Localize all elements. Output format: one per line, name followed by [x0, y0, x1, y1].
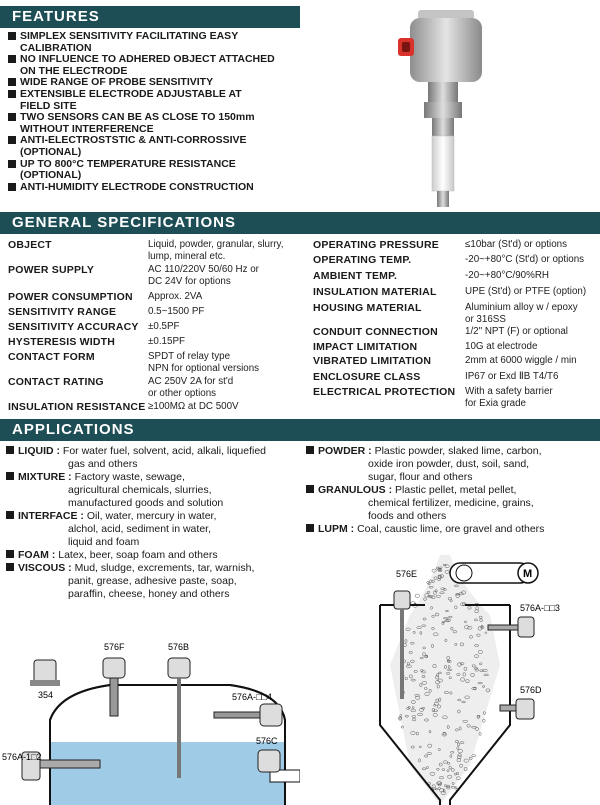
spec-label: SENSITIVITY ACCURACY [8, 321, 139, 333]
application-line [6, 510, 306, 523]
application-line-cont: paraffin, cheese, honey and others [68, 588, 230, 600]
label-576B: 576B [168, 642, 190, 652]
spec-label: VIBRATED LIMITATION [313, 355, 432, 367]
application-line-cont: manufactured goods and solution [68, 497, 224, 509]
spec-value-line: 2mm at 6000 wiggle / min [465, 355, 577, 366]
spec-value-line: DC 24V for options [148, 275, 231, 287]
application-name: GRANULOUS : [318, 484, 393, 496]
application-text: Latex, beer, soap foam and others [58, 549, 218, 561]
spec-value-line: With a safety barrier [465, 386, 553, 397]
label-354: 354 [38, 690, 54, 700]
spec-label: OPERATING PRESSURE [313, 239, 439, 251]
application-item [6, 445, 306, 471]
spec-value-line: Liquid, powder, granular, slurry, [148, 239, 284, 250]
feature-text: EXTENSIBLE ELECTRODE ADJUSTABLE AT [20, 87, 242, 100]
bullet-square-icon [306, 446, 314, 454]
spec-value-line: or other options [148, 387, 217, 399]
spec-value [465, 254, 584, 266]
feature-text: CALIBRATION [20, 41, 92, 54]
spec-value-line: Aluminium alloy w / epoxy [465, 302, 578, 313]
spec-value-line: ±0.5PF [148, 321, 180, 332]
label-576E: 576E [396, 569, 418, 579]
application-line [306, 523, 596, 536]
application-name: INTERFACE : [18, 510, 84, 522]
application-item [306, 484, 596, 523]
applications-header: APPLICATIONS [0, 419, 600, 441]
bullet-square-icon [8, 160, 16, 168]
feature-text: ANTI-ELECTROSTSTIC & ANTI-CORROSSIVE [20, 134, 247, 147]
spec-value [148, 401, 239, 413]
feature-text: WITHOUT INTERFERENCE [20, 122, 154, 135]
spec-value-line: AC 110/220V 50/60 Hz or [148, 264, 259, 275]
spec-label: IMPACT LIMITATION [313, 341, 418, 353]
bullet-square-icon [8, 90, 16, 98]
spec-value-line: NPN for optional versions [148, 362, 260, 374]
spec-value [148, 321, 180, 333]
bullet-square-icon [8, 136, 16, 144]
spec-value [148, 264, 259, 287]
feature-text: (OPTIONAL) [20, 169, 82, 182]
bullet-square-icon [8, 78, 16, 86]
feature-text: (OPTIONAL) [20, 145, 82, 158]
application-item [6, 471, 306, 510]
applications-left [6, 445, 306, 601]
application-text: Plastic powder, slaked lime, carbon, [374, 445, 542, 457]
spec-value [465, 326, 568, 338]
spec-value-line: ≤10bar (St'd) or options [465, 239, 568, 250]
feature-item [8, 112, 308, 124]
spec-value-line: 10G at electrode [465, 341, 538, 352]
application-text: Coal, caustic lime, ore gravel and others [357, 523, 545, 535]
application-line-cont: gas and others [68, 458, 138, 470]
feature-text: ON THE ELECTRODE [20, 64, 128, 77]
spec-value-line: Approx. 2VA [148, 291, 203, 302]
application-line [6, 445, 306, 458]
application-line [306, 445, 596, 458]
spec-label: CONTACT RATING [8, 376, 104, 388]
applications-right [306, 445, 596, 536]
spec-value-line: ≥100MΩ at DC 500V [148, 401, 239, 412]
bullet-square-icon [6, 472, 14, 480]
spec-label: INSULATION RESISTANCE [8, 401, 146, 413]
application-text: For water fuel, solvent, acid, alkali, liquefied [62, 445, 267, 457]
silo-diagram [300, 555, 600, 805]
application-line [6, 549, 306, 562]
spec-label: ENCLOSURE CLASS [313, 371, 421, 383]
spec-value-line: IP67 or Exd ⅡB T4/T6 [465, 371, 559, 382]
spec-value [465, 355, 577, 367]
application-text: Oil, water, mercury in water, [86, 510, 217, 522]
application-line-cont: sugar, flour and others [368, 471, 473, 483]
feature-text: FIELD SITE [20, 99, 77, 112]
application-text: Mud, sludge, excrements, tar, warnish, [74, 562, 255, 574]
spec-value-line: 0.5~1500 PF [148, 306, 205, 317]
product-image [388, 6, 498, 211]
feature-text: NO INFLUENCE TO ADHERED OBJECT ATTACHED [20, 53, 275, 66]
application-name: LIQUID : [18, 445, 60, 457]
application-line-cont: alchol, acid, sediment in water, [68, 523, 211, 535]
spec-value-line: lump, mineral etc. [148, 250, 226, 262]
application-name: FOAM : [18, 549, 56, 561]
label-576A-12: 576A-1□2 [2, 752, 42, 762]
tank-diagram [0, 630, 300, 805]
spec-value [465, 239, 567, 251]
feature-item [8, 89, 308, 101]
spec-value-line: UPE (St'd) or PTFE (option) [465, 286, 587, 297]
label-576C: 576C [256, 736, 278, 746]
application-line [306, 484, 596, 497]
spec-label: CONTACT FORM [8, 351, 95, 363]
tank-liquid [51, 742, 284, 805]
specs-header: GENERAL SPECIFICATIONS [0, 212, 600, 234]
spec-value [465, 286, 586, 298]
feature-item [8, 31, 308, 43]
bullet-square-icon [306, 485, 314, 493]
feature-item-cont [8, 147, 308, 159]
label-576A-3: 576A-□□3 [520, 603, 560, 613]
spec-label: AMBIENT TEMP. [313, 270, 398, 282]
spec-value-line: or 316SS [465, 313, 506, 325]
spec-label: SENSITIVITY RANGE [8, 306, 117, 318]
features-header: FEATURES [0, 6, 300, 28]
label-576F: 576F [104, 642, 125, 652]
spec-label: HYSTERESIS WIDTH [8, 336, 116, 348]
spec-label: POWER SUPPLY [8, 264, 95, 276]
powder-particle [415, 594, 419, 597]
spec-label: OPERATING TEMP. [313, 254, 412, 266]
bullet-square-icon [8, 32, 16, 40]
feature-text: SIMPLEX SENSITIVITY FACILITATING EASY [20, 30, 239, 42]
label-576A-4: 576A-□□4 [232, 692, 272, 702]
application-item [306, 523, 596, 536]
spec-value-line: SPDT of relay type [148, 351, 231, 362]
application-line-cont: liquid and foam [68, 536, 140, 548]
spec-label: OBJECT [8, 239, 52, 251]
application-line-cont: oxide iron powder, dust, soil, sand, [368, 458, 530, 470]
spec-label: INSULATION MATERIAL [313, 286, 437, 298]
application-name: VISCOUS : [18, 562, 72, 574]
spec-value [148, 351, 259, 374]
spec-value [148, 336, 185, 348]
application-line-cont: panit, grease, adhesive paste, soap, [68, 575, 237, 587]
application-name: MIXTURE : [18, 471, 72, 483]
application-item [6, 510, 306, 549]
spec-value [465, 302, 578, 325]
application-name: POWDER : [318, 445, 372, 457]
application-text: Plastic pellet, metal pellet, [395, 484, 517, 496]
label-576D: 576D [520, 685, 542, 695]
spec-value-line: -20~+80°C (St'd) or options [465, 254, 585, 265]
application-line-cont: foods and others [368, 510, 447, 522]
spec-value-line: 1/2" NPT (F) or optional [465, 326, 568, 337]
feature-item [8, 182, 308, 194]
feature-text: TWO SENSORS CAN BE AS CLOSE TO 150mm [20, 111, 255, 124]
spec-label: CONDUIT CONNECTION [313, 326, 438, 338]
spec-value [148, 239, 283, 262]
application-text: Factory waste, sewage, [74, 471, 185, 483]
bullet-square-icon [8, 183, 16, 191]
spec-label: ELECTRICAL PROTECTION [313, 386, 456, 398]
motor-label: M [523, 568, 533, 580]
spec-value-line: -20~+80°C/90%RH [465, 270, 549, 281]
spec-value [148, 291, 202, 303]
application-line [6, 471, 306, 484]
sensor-576D [500, 699, 534, 719]
bullet-square-icon [6, 563, 14, 571]
bullet-square-icon [8, 113, 16, 121]
feature-text: ANTI-HUMIDITY ELECTRODE CONSTRUCTION [20, 180, 254, 193]
application-line-cont: chemical fertilizer, medicine, grains, [368, 497, 534, 509]
bullet-square-icon [306, 524, 314, 532]
application-line-cont: agricultural chemicals, slurries, [68, 484, 212, 496]
application-line [6, 562, 306, 575]
spec-value-line: AC 250V 2A for st'd [148, 376, 234, 387]
bullet-square-icon [8, 55, 16, 63]
spec-value [465, 341, 537, 353]
spec-value-line: for Exia grade [465, 397, 526, 409]
application-item [306, 445, 596, 484]
features-list [8, 31, 308, 193]
spec-label: POWER CONSUMPTION [8, 291, 133, 303]
feature-text: UP TO 800°C TEMPERATURE RESISTANCE [20, 157, 236, 170]
spec-value [465, 371, 558, 383]
application-item [6, 549, 306, 562]
sensor-576C [258, 750, 280, 772]
application-name: LUPM : [318, 523, 355, 535]
spec-value [148, 306, 204, 318]
bullet-square-icon [6, 446, 14, 454]
feature-item-cont [8, 170, 308, 182]
spec-label: HOUSING MATERIAL [313, 302, 422, 314]
spec-value-line: ±0.15PF [148, 336, 185, 347]
spec-value [465, 386, 553, 409]
bullet-square-icon [6, 511, 14, 519]
spec-value [148, 376, 233, 399]
feature-text: WIDE RANGE OF PROBE SENSITIVITY [20, 76, 214, 89]
bullet-square-icon [6, 550, 14, 558]
spec-value [465, 270, 549, 282]
application-item [6, 562, 306, 601]
